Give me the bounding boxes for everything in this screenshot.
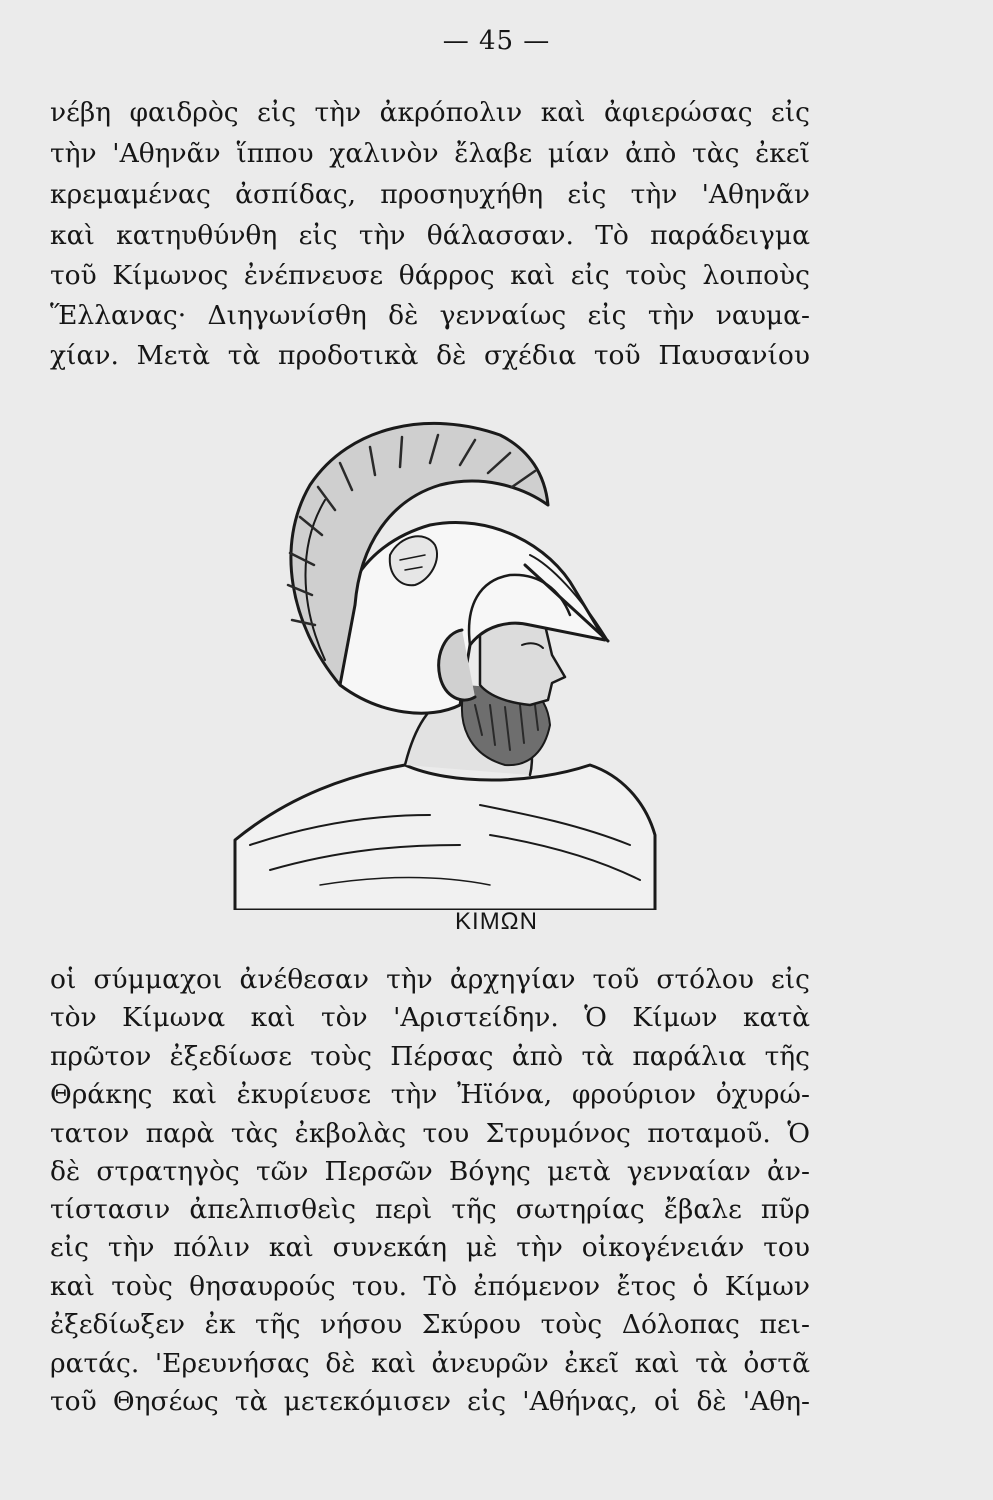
page-number: — 45 — <box>442 26 551 56</box>
text-line: οἱ σύμμαχοι ἀνέθεσαν τὴν ἀρχηγίαν τοῦ στόλου εἰς <box>50 964 810 995</box>
text-line: δὲ στρατηγὸς τῶν Περσῶν Βόγης μετὰ γενναίαν ἀν- <box>50 1156 810 1187</box>
text-line: Θράκης καὶ ἐκυρίευσε τὴν Ἠϊόνα, φρούριον ὀχυρώ- <box>50 1079 810 1110</box>
text-line: καὶ κατηυθύνθη εἰς τὴν θάλασσαν. Τὸ παράδειγμα <box>50 220 810 251</box>
text-line: ρατάς. 'Ερευνήσας δὲ καὶ ἀνευρῶν ἐκεῖ καὶ τὰ ὀστᾶ <box>50 1348 810 1379</box>
text-line: τὴν 'Αθηνᾶν ἵππου χαλινὸν ἔλαβε μίαν ἀπὸ τὰς ἐκεῖ <box>50 138 810 169</box>
portrait-caption: ΚΙΜΩΝ <box>455 908 538 935</box>
text-line: τατον παρὰ τὰς ἐκβολὰς του Στρυμόνος ποταμοῦ. Ὁ <box>50 1118 810 1149</box>
text-line: χίαν. Μετὰ τὰ προδοτικὰ δὲ σχέδια τοῦ Παυσανίου <box>50 340 810 371</box>
text-line: Ἕλλανας· Διηγωνίσθη δὲ γενναίως εἰς τὴν ναυμα- <box>50 300 810 331</box>
kimon-portrait-engraving <box>230 405 660 910</box>
text-line: πρῶτον ἐξεδίωσε τοὺς Πέρσας ἀπὸ τὰ παράλια τῆς <box>50 1041 810 1072</box>
text-line: τοῦ Θησέως τὰ μετεκόμισεν εἰς 'Αθήνας, οἱ δὲ 'Αθη- <box>50 1386 810 1417</box>
text-line: τὸν Κίμωνα καὶ τὸν 'Αριστείδην. Ὁ Κίμων κατὰ <box>50 1002 810 1033</box>
text-line: τίστασιν ἀπελπισθεὶς περὶ τῆς σωτηρίας ἔβαλε πῦρ <box>50 1194 810 1225</box>
text-line: εἰς τὴν πόλιν καὶ συνεκάη μὲ τὴν οἰκογένειάν του <box>50 1232 810 1263</box>
text-line: νέβη φαιδρὸς εἰς τὴν ἀκρόπολιν καὶ ἀφιερώσας εἰς <box>50 97 810 128</box>
text-line: ἐξεδίωξεν ἐκ τῆς νήσου Σκύρου τοὺς Δόλοπας πει- <box>50 1309 810 1340</box>
text-line: κρεμαμένας ἀσπίδας, προσηυχήθη εἰς τὴν 'Αθηνᾶν <box>50 179 810 210</box>
text-line: καὶ τοὺς θησαυρούς του. Τὸ ἐπόμενον ἔτος ὁ Κίμων <box>50 1271 810 1302</box>
text-line: τοῦ Κίμωνος ἐνέπνευσε θάρρος καὶ εἰς τοὺς λοιποὺς <box>50 260 810 291</box>
